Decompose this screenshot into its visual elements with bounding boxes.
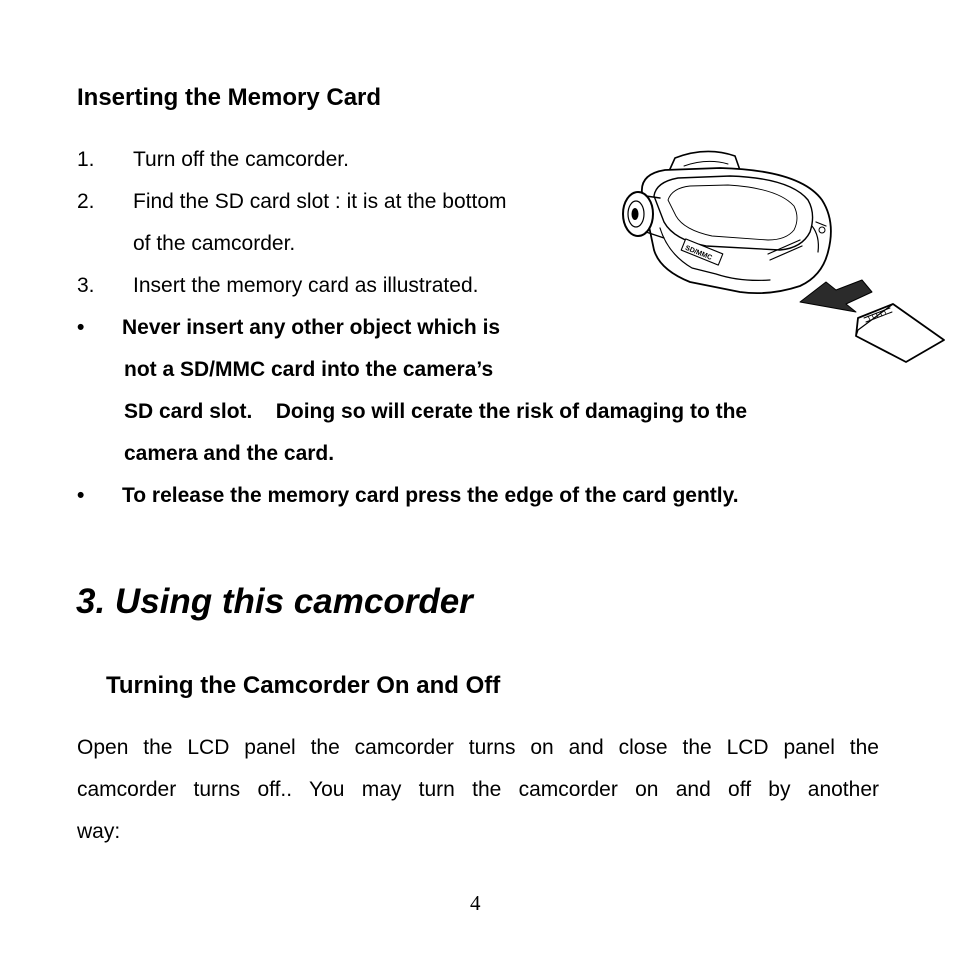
step-number: 1. [77, 148, 95, 171]
step-text: of the camcorder. [133, 232, 296, 255]
bullet-text: not a SD/MMC card into the camera’s [124, 358, 494, 381]
lens-core [632, 208, 639, 220]
subsection-heading: Turning the Camcorder On and Off [106, 672, 501, 699]
paragraph-line: Open the LCD panel the camcorder turns on and close the LCD panel the [77, 736, 879, 759]
insert-arrow [800, 280, 872, 312]
slot-label-glyphs: SD/MMC [683, 244, 713, 262]
step-number: 3. [77, 274, 95, 297]
bullet-marker: • [77, 484, 85, 507]
step-text: Find the SD card slot : it is at the bottom [133, 190, 507, 213]
chapter-title: 3. Using this camcorder [76, 582, 473, 621]
bullet-text: Never insert any other object which is [122, 316, 501, 339]
bullet-text: SD card slot. Doing so will cerate the risk of damaging to the [124, 400, 748, 423]
paragraph-line: way: [77, 820, 121, 843]
step-text: Insert the memory card as illustrated. [133, 274, 479, 297]
bullet-marker: • [77, 316, 85, 339]
bullet-text: To release the memory card press the edge of the card gently. [122, 484, 739, 507]
camcorder-illustration [612, 144, 952, 370]
step-number: 2. [77, 190, 95, 213]
section-heading: Inserting the Memory Card [77, 84, 382, 111]
bullet-text: camera and the card. [124, 442, 335, 465]
step-text: Turn off the camcorder. [133, 148, 349, 171]
paragraph-line: camcorder turns off.. You may turn the camcorder on and off by another [77, 778, 879, 801]
sd-card [856, 304, 944, 362]
page-number: 4 [470, 891, 481, 915]
